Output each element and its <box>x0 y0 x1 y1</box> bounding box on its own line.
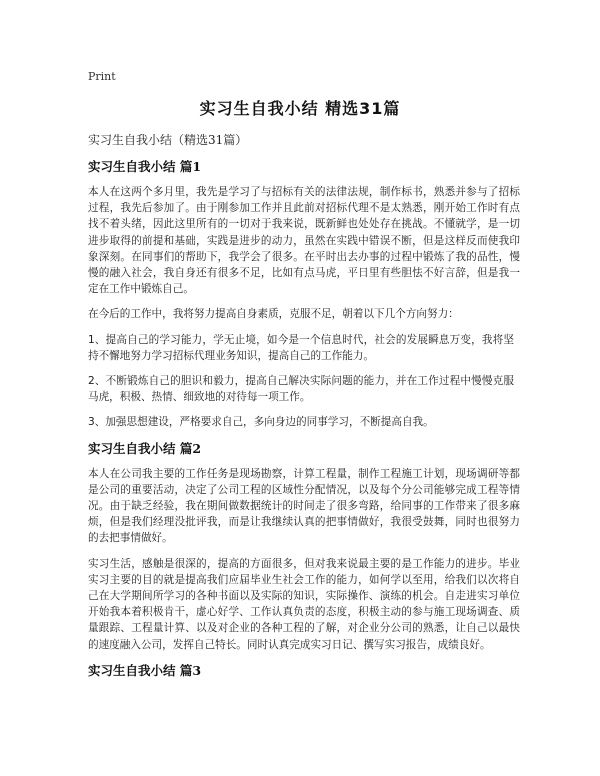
page-title: 实习生自我小结 精选31篇 <box>199 99 401 118</box>
section-heading-2: 实习生自我小结 篇2 <box>88 440 202 456</box>
article-body <box>88 131 520 688</box>
section-1-paragraph: 本人在这两个多月里，我先是学习了与招标有关的法律法规，制作标书，熟悉并参与了招标过程，我先后参加了。由于刚参加工作并且此前对招标代理不是太熟悉，刚开始工作时有点找不着头绪，因此这里所有的一切对于我来说，既新鲜也处处存在挑战。不懂就学，是一切进步取得的前提和基础，实践是进步的动力，虽然在实践中错误不断，但是这样反而使我印象深刻。在同事们的帮助下，我学会了很多。在平时出去办事的过程中锻炼了我的品性，慢慢的融入社会，我自身还有很多不足，比如有点马虎，平日里有些胆怯不好言辞，但是我一定在工作中锻炼自己。 <box>88 186 520 296</box>
section-1-list-item: 2、不断锻炼自己的胆识和毅力，提高自己解决实际问题的能力，并在工作过程中慢慢克服马虎，积极、热情、细致地的对待每一项工作。 <box>88 375 514 404</box>
article-subtitle: 实习生自我小结（精选31篇） <box>88 133 248 147</box>
section-heading-3: 实习生自我小结 篇3 <box>88 662 202 678</box>
section-1-paragraph: 在今后的工作中，我将努力提高自身素质，克服不足，朝着以下几个方向努力： <box>88 308 459 321</box>
print-link[interactable]: Print <box>88 70 116 83</box>
section-heading-1: 实习生自我小结 篇1 <box>88 159 202 174</box>
section-2-paragraph: 本人在公司我主要的工作任务是现场勘察，计算工程量，制作工程施工计划，现场调研等都是公司的重要活动，决定了公司工程的区域性分配情况，以及每个分公司能够完成工程等情况。由于缺乏经验，我在期间做数据统计的时间走了很多弯路，给同事的工作带来了很多麻烦，但是我们经理没批评我，而是让我继续认真的把事情做好，我很受鼓舞，同时也很努力的去把事情做好。 <box>88 467 520 545</box>
section-1-list-item: 3、加强思想建设，严格要求自己，多向身边的同事学习，不断提高自我。 <box>88 416 434 429</box>
section-1-list-item: 1、提高自己的学习能力，学无止境，如今是一个信息时代，社会的发展瞬息万变，我将坚持不懈地努力学习招标代理业务知识，提高自己的工作能力。 <box>88 333 514 362</box>
section-2-paragraph: 实习生活，感触是很深的，提高的方面很多，但对我来说最主要的是工作能力的进步。毕业实习主要的目的就是提高我们应届毕业生社会工作的能力，如何学以至用，给我们以次将自己在大学期间所学习的各种书面以及实际的知识，实际操作、演练的机会。自走进实习单位开始我本着积极肯干，虚心好学、工作认真负责的态度，积极主动的参与施工现场调查、质量跟踪、工程量计算、以及对企业的各种工程的了解，对企业分公司的熟悉，让自己以最快的速度融入公司，发挥自己特长。同时认真完成实习日记、撰写实习报告，成绩良好。 <box>88 557 520 651</box>
